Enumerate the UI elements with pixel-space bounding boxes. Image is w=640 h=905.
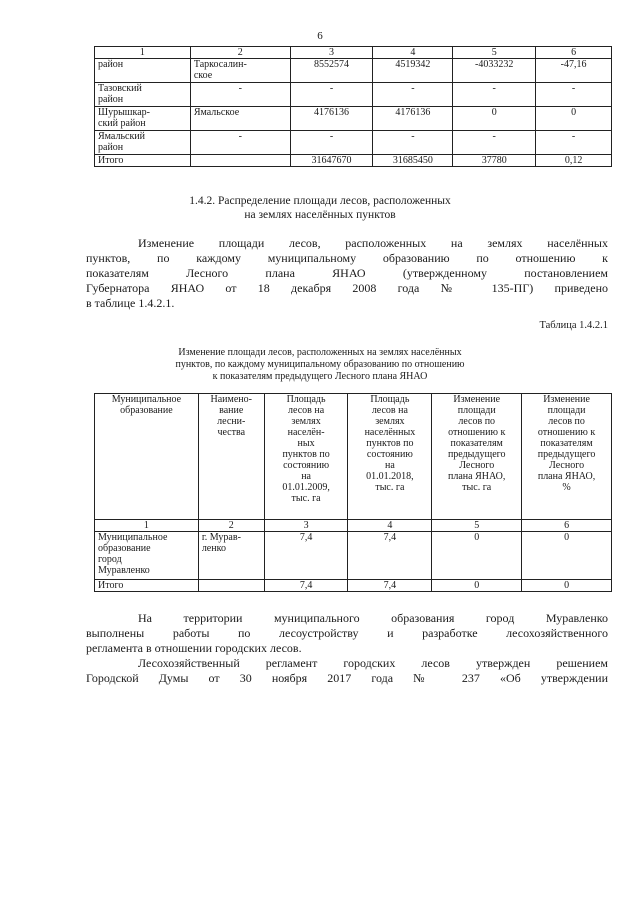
table-cell: Таркосалин- ское <box>190 59 290 83</box>
table-cell: 7,4 <box>264 580 348 592</box>
table-cell: 0 <box>432 532 522 580</box>
table-header-cell: Муниципальное образование <box>95 394 199 520</box>
table-cell: 7,4 <box>348 532 432 580</box>
table-header-cell: Площадь лесов на землях населённых пунктов по состоянию на 01.01.2018, тыс. га <box>348 394 432 520</box>
table-cell: 7,4 <box>348 580 432 592</box>
table-cell: - <box>536 131 612 155</box>
table-cell: 4176136 <box>373 107 453 131</box>
table-cell: 7,4 <box>264 532 348 580</box>
paragraph-line: регламента в отношении городских лесов. <box>86 641 302 655</box>
table-row <box>95 131 612 155</box>
table-cell: район <box>95 59 191 83</box>
table-cell: 3 <box>264 520 348 532</box>
table-row <box>95 107 612 131</box>
table-row <box>95 532 612 580</box>
table-cell: - <box>290 83 373 107</box>
table-cell: 1 <box>95 520 199 532</box>
table-header-cell: Наимено- вание лесни- чества <box>198 394 264 520</box>
paragraph-line: Губернатора ЯНАО от 18 декабря 2008 года № 135-ПГ) приведено <box>86 281 608 295</box>
table-row <box>95 83 612 107</box>
table-cell: 1 <box>95 47 191 59</box>
table-cell: - <box>290 131 373 155</box>
table-title-line: пунктов, по каждому муниципальному образованию по отношению <box>175 359 465 370</box>
table-cell: - <box>453 131 536 155</box>
forest-area-table <box>94 393 612 592</box>
table-cell: г. Мурав- ленко <box>198 532 264 580</box>
intro-paragraph <box>86 236 608 311</box>
table-cell: 2 <box>198 520 264 532</box>
table-row <box>95 59 612 83</box>
table-cell: Ямальское <box>190 107 290 131</box>
table-cell: 6 <box>536 47 612 59</box>
table-title-line: к показателям предыдущего Лесного плана ЯНАО <box>212 371 428 382</box>
paragraph-line: Городской Думы от 30 ноября 2017 года № 237 «Об утверждении <box>86 671 608 685</box>
table-cell <box>190 155 290 167</box>
paragraph-line: На территории муниципального образования город Муравленко <box>138 611 608 625</box>
table-continuation <box>94 46 612 167</box>
table-cell: Ямальский район <box>95 131 191 155</box>
table-header-row <box>95 394 612 520</box>
section-heading <box>0 194 640 222</box>
table-title-line: Изменение площади лесов, расположенных на землях населённых <box>178 347 462 358</box>
table-cell: -4033232 <box>453 59 536 83</box>
table-cell: 0 <box>453 107 536 131</box>
table-header-cell: Изменение площади лесов по отношению к показателям предыдущего Лесного плана ЯНАО, % <box>522 394 612 520</box>
table-cell: 4 <box>348 520 432 532</box>
table-cell: Итого <box>95 155 191 167</box>
body-paragraph <box>86 611 608 686</box>
table-cell: 0,12 <box>536 155 612 167</box>
section-heading-line: на землях населённых пунктов <box>244 209 396 221</box>
table-caption: Таблица 1.4.2.1 <box>539 320 608 331</box>
table-cell: 2 <box>190 47 290 59</box>
table-cell: Тазовский район <box>95 83 191 107</box>
table-cell: 37780 <box>453 155 536 167</box>
table-cell: - <box>190 83 290 107</box>
table-cell: - <box>190 131 290 155</box>
paragraph-line: в таблице 1.4.2.1. <box>86 296 175 310</box>
table-cell: 4 <box>373 47 453 59</box>
table-cell: 4176136 <box>290 107 373 131</box>
table-cell: 31647670 <box>290 155 373 167</box>
paragraph-line: показателям Лесного плана ЯНАО (утвержденному постановлением <box>86 266 608 280</box>
table-header-cell: Площадь лесов на землях населён- ных пунктов по состоянию на 01.01.2009, тыс. га <box>264 394 348 520</box>
table-cell: 5 <box>453 47 536 59</box>
table-cell: 0 <box>432 580 522 592</box>
table-cell: 4519342 <box>373 59 453 83</box>
table-cell <box>198 580 264 592</box>
table-cell: - <box>453 83 536 107</box>
section-heading-line: 1.4.2. Распределение площади лесов, расположенных <box>189 195 451 207</box>
table-cell: - <box>373 83 453 107</box>
table-cell: 0 <box>522 580 612 592</box>
table-cell: -47,16 <box>536 59 612 83</box>
table-cell: 8552574 <box>290 59 373 83</box>
paragraph-line: Лесохозяйственный регламент городских лесов утвержден решением <box>138 656 608 670</box>
table-cell: Итого <box>95 580 199 592</box>
paragraph-line: Изменение площади лесов, расположенных на землях населённых <box>138 236 608 250</box>
paragraph-line: пунктов, по каждому муниципальному образованию по отношению к <box>86 251 608 265</box>
table-cell: - <box>536 83 612 107</box>
paragraph-line: выполнены работы по лесоустройству и разработке лесохозяйственного <box>86 626 608 640</box>
table-total-row <box>95 580 612 592</box>
table-title <box>0 347 640 383</box>
table-cell: 31685450 <box>373 155 453 167</box>
page-number: 6 <box>317 30 323 42</box>
table-cell: Шурышкар- ский район <box>95 107 191 131</box>
table-cell: 0 <box>536 107 612 131</box>
table-total-row <box>95 155 612 167</box>
table-cell: Муниципальное образование город Муравленко <box>95 532 199 580</box>
table-cell: 0 <box>522 532 612 580</box>
table-cell: 5 <box>432 520 522 532</box>
table-cell: - <box>373 131 453 155</box>
table-header-row <box>95 47 612 59</box>
table-header-cell: Изменение площади лесов по отношению к показателям предыдущего Лесного плана ЯНАО, тыс. га <box>432 394 522 520</box>
table-cell: 6 <box>522 520 612 532</box>
table-cell: 3 <box>290 47 373 59</box>
table-number-row <box>95 520 612 532</box>
